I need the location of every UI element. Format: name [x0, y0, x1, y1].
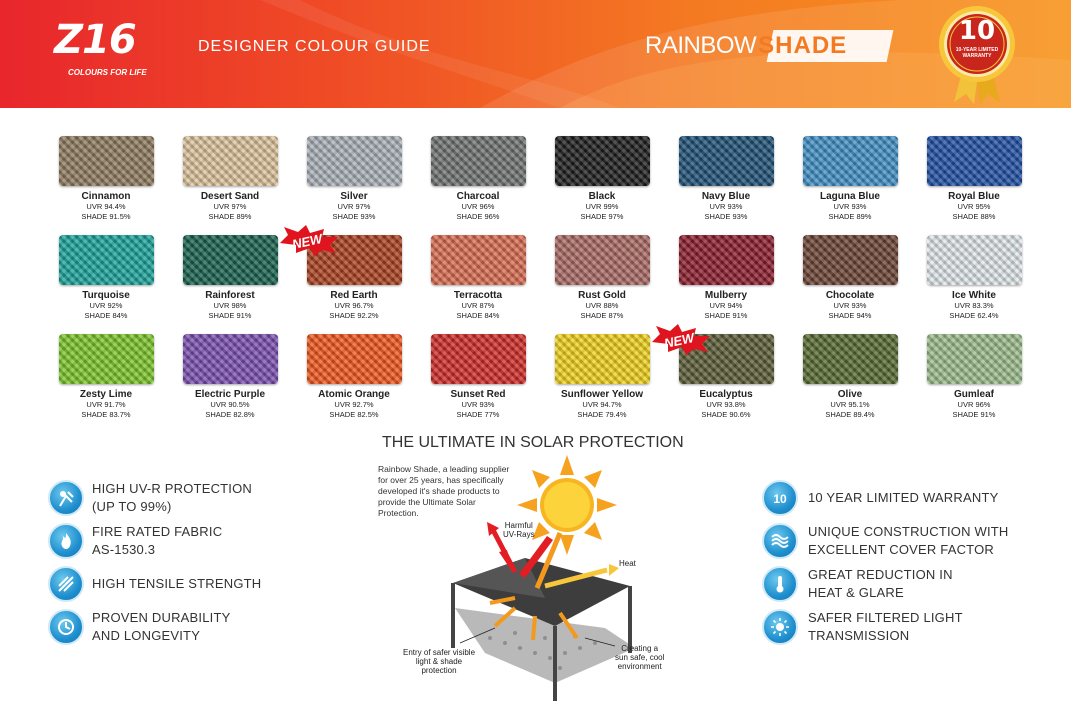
feature-text	[808, 566, 953, 602]
swatch-name: Terracotta	[453, 290, 503, 301]
colour-swatch	[540, 136, 664, 235]
swatch-name: Rainforest	[205, 290, 255, 301]
feature-line-1: GREAT REDUCTION IN	[808, 566, 953, 582]
colour-swatch	[292, 136, 416, 235]
colour-swatch-grid	[44, 136, 1034, 433]
feature-item	[48, 476, 261, 519]
fabric-chip	[803, 235, 898, 285]
fabric-chip	[555, 334, 650, 384]
swatch-name: Royal Blue	[948, 191, 1000, 202]
swatch-uvr: UVR 90.5%	[210, 400, 250, 409]
colour-swatch	[664, 235, 788, 334]
swatch-name: Mulberry	[704, 290, 748, 301]
swatch-shade: SHADE 89.4%	[825, 410, 875, 419]
feature-text	[92, 523, 222, 559]
brand-shade: SHADE	[758, 32, 848, 59]
swatch-name: Electric Purple	[194, 389, 266, 400]
swatch-shade: SHADE 91%	[952, 410, 996, 419]
swatch-uvr: UVR 96%	[957, 400, 991, 409]
logo-mark: Z16	[54, 17, 136, 63]
feature-item	[762, 562, 1009, 605]
colour-swatch	[168, 235, 292, 334]
new-badge-label: NEW	[662, 329, 696, 351]
swatch-uvr: UVR 93%	[709, 202, 743, 211]
page-title: DESIGNER COLOUR GUIDE	[198, 38, 431, 55]
colour-swatch	[788, 334, 912, 433]
fabric-chip	[431, 334, 526, 384]
swatch-name: Sunflower Yellow	[560, 389, 644, 400]
colour-swatch	[540, 334, 664, 433]
swatch-uvr: UVR 96%	[461, 202, 495, 211]
swatch-shade: SHADE 62.4%	[949, 311, 999, 320]
swatch-shade: SHADE 93%	[332, 212, 376, 221]
colour-swatch	[44, 334, 168, 433]
tensile-strength-icon	[48, 566, 84, 602]
fabric-chip	[307, 334, 402, 384]
swatch-shade: SHADE 90.6%	[701, 410, 751, 419]
features-left	[48, 476, 261, 648]
swatch-shade: SHADE 82.5%	[329, 410, 379, 419]
swatch-shade: SHADE 93%	[704, 212, 748, 221]
new-badge	[648, 322, 718, 356]
colour-swatch	[44, 235, 168, 334]
swatch-uvr: UVR 94.4%	[86, 202, 126, 211]
swatch-uvr: UVR 92%	[89, 301, 123, 310]
swatch-shade: SHADE 83.7%	[81, 410, 131, 419]
feature-line-2: EXCELLENT COVER FACTOR	[808, 541, 994, 557]
feature-item	[48, 562, 261, 605]
svg-text:10: 10	[773, 491, 787, 506]
new-badge-label: NEW	[290, 230, 324, 252]
colour-swatch	[664, 136, 788, 235]
swatch-name: Turquoise	[82, 290, 130, 301]
swatch-shade: SHADE 77%	[456, 410, 500, 419]
logo-tagline: COLOURS FOR LIFE	[68, 68, 147, 77]
fabric-chip	[555, 235, 650, 285]
feature-item	[762, 519, 1009, 562]
swatch-uvr: UVR 99%	[585, 202, 619, 211]
swatch-name: Silver	[340, 191, 368, 202]
fabric-chip	[679, 235, 774, 285]
flame-icon	[48, 523, 84, 559]
swatch-name: Sunset Red	[450, 389, 506, 400]
swatch-shade: SHADE 84%	[84, 311, 128, 320]
badge-number: 10	[958, 16, 996, 46]
swatch-name: Atomic Orange	[318, 389, 390, 400]
feature-line-1: 10 YEAR LIMITED WARRANTY	[808, 489, 999, 505]
section-title: THE ULTIMATE IN SOLAR PROTECTION	[382, 434, 684, 451]
fabric-chip	[803, 136, 898, 186]
fabric-chip	[431, 235, 526, 285]
swatch-shade: SHADE 88%	[952, 212, 996, 221]
swatch-uvr: UVR 83.3%	[954, 301, 994, 310]
swatch-shade: SHADE 84%	[456, 311, 500, 320]
swatch-uvr: UVR 92.7%	[334, 400, 374, 409]
feature-text	[808, 523, 1009, 559]
sun-icon	[517, 455, 617, 555]
feature-line-2: HEAT & GLARE	[808, 584, 904, 600]
feature-item	[762, 605, 1009, 648]
swatch-uvr: UVR 95.1%	[830, 400, 870, 409]
swatch-uvr: UVR 93.8%	[706, 400, 746, 409]
colour-swatch	[788, 136, 912, 235]
swatch-name: Ice White	[952, 290, 996, 301]
colour-swatch	[662, 329, 788, 433]
swatch-shade: SHADE 79.4%	[577, 410, 627, 419]
swatch-shade: SHADE 87%	[580, 311, 624, 320]
swatch-shade: SHADE 91.5%	[81, 212, 131, 221]
swatch-name: Gumleaf	[953, 389, 994, 400]
swatch-shade: SHADE 92.2%	[329, 311, 379, 320]
fabric-chip	[679, 136, 774, 186]
feature-item	[48, 519, 261, 562]
swatch-name: Laguna Blue	[819, 191, 880, 202]
clock-icon	[48, 609, 84, 645]
sun-filter-icon	[762, 609, 798, 645]
swatch-shade: SHADE 97%	[580, 212, 624, 221]
swatch-name: Rust Gold	[578, 290, 626, 301]
fabric-chip	[927, 334, 1022, 384]
colour-swatch	[168, 334, 292, 433]
swatch-shade: SHADE 91%	[208, 311, 252, 320]
swatch-name: Navy Blue	[701, 191, 751, 202]
swatch-uvr: UVR 87%	[461, 301, 495, 310]
fabric-chip	[59, 334, 154, 384]
feature-line-2: (UP TO 99%)	[92, 498, 172, 514]
colour-swatch	[788, 235, 912, 334]
feature-line-1: HIGH TENSILE STRENGTH	[92, 575, 262, 591]
feature-line-1: FIRE RATED FABRIC	[92, 523, 223, 539]
swatch-shade: SHADE 89%	[208, 212, 252, 221]
entry-light-label: Entry of safer visible light & shade protection	[403, 648, 476, 675]
colour-swatch	[44, 136, 168, 235]
swatch-name: Eucalyptus	[699, 389, 753, 400]
feature-line-1: HIGH UV-R PROTECTION	[92, 480, 253, 496]
feature-line-2: AS-1530.3	[92, 541, 156, 557]
feature-line-2: TRANSMISSION	[808, 627, 910, 643]
z16-logo	[54, 17, 172, 80]
fabric-chip	[803, 334, 898, 384]
badge-text: 10-YEAR LIMITED WARRANTY	[955, 47, 999, 59]
swatch-name: Red Earth	[330, 290, 378, 301]
colour-swatch	[912, 334, 1036, 433]
swatch-uvr: UVR 97%	[213, 202, 247, 211]
swatch-uvr: UVR 98%	[213, 301, 247, 310]
fabric-chip	[183, 136, 278, 186]
swatch-uvr: UVR 93%	[833, 301, 867, 310]
swatch-shade: SHADE 89%	[828, 212, 872, 221]
colour-swatch	[416, 136, 540, 235]
colour-swatch	[416, 334, 540, 433]
feature-text	[92, 575, 261, 593]
fabric-chip	[307, 136, 402, 186]
colour-swatch	[168, 136, 292, 235]
swatch-uvr: UVR 94%	[709, 301, 743, 310]
feature-item	[48, 605, 261, 648]
uv-protection-icon	[48, 480, 84, 516]
swatch-name: Chocolate	[825, 290, 875, 301]
colour-swatch	[912, 235, 1036, 334]
header-banner	[0, 0, 1071, 108]
harmful-uv-label: Harmful UV-Rays	[503, 521, 535, 539]
swatch-uvr: UVR 93%	[461, 400, 495, 409]
fabric-chip	[927, 235, 1022, 285]
feature-text	[808, 609, 963, 645]
swatch-name: Olive	[837, 389, 863, 400]
swatch-shade: SHADE 91%	[704, 311, 748, 320]
swatch-name: Cinnamon	[81, 191, 131, 202]
swatch-uvr: UVR 94.7%	[582, 400, 622, 409]
warranty-badge	[932, 2, 1022, 104]
feature-line-1: SAFER FILTERED LIGHT	[808, 609, 963, 625]
weave-icon	[762, 523, 798, 559]
colour-swatch	[416, 235, 540, 334]
swatch-name: Zesty Lime	[79, 389, 133, 400]
swatch-name: Desert Sand	[200, 191, 260, 202]
feature-text	[808, 489, 998, 507]
creating-label: Creating a sun safe, cool environment	[615, 644, 665, 671]
colour-swatch	[540, 235, 664, 334]
feature-text	[92, 609, 231, 645]
swatch-name: Charcoal	[456, 191, 500, 202]
colour-swatch	[912, 136, 1036, 235]
swatch-shade: SHADE 82.8%	[205, 410, 255, 419]
swatch-uvr: UVR 91.7%	[86, 400, 126, 409]
features-right	[762, 476, 1009, 648]
feature-line-2: AND LONGEVITY	[92, 627, 201, 643]
fabric-chip	[59, 136, 154, 186]
colour-swatch	[290, 230, 416, 334]
swatch-shade: SHADE 94%	[828, 311, 872, 320]
colour-swatch	[292, 334, 416, 433]
feature-text	[92, 480, 252, 516]
rainbow-shade-brand	[645, 32, 847, 60]
feature-line-1: UNIQUE CONSTRUCTION WITH	[808, 523, 1009, 539]
intro-paragraph: Rainbow Shade, a leading supplier for over 25 years, has specifically developed it's shade products to provide the Ultimate Solar Protection.	[378, 464, 510, 518]
swatch-shade: SHADE 96%	[456, 212, 500, 221]
ten-year-icon	[762, 480, 798, 516]
brand-rainbow: RAINBOW	[645, 32, 757, 59]
fabric-chip	[183, 235, 278, 285]
new-badge	[276, 223, 346, 257]
thermometer-icon	[762, 566, 798, 602]
fabric-chip	[555, 136, 650, 186]
swatch-uvr: UVR 97%	[337, 202, 371, 211]
fabric-chip	[431, 136, 526, 186]
feature-line-1: PROVEN DURABILITY	[92, 609, 231, 625]
swatch-uvr: UVR 95%	[957, 202, 991, 211]
heat-label: Heat	[619, 559, 636, 568]
swatch-uvr: UVR 88%	[585, 301, 619, 310]
swatch-uvr: UVR 96.7%	[334, 301, 374, 310]
fabric-chip	[59, 235, 154, 285]
swatch-uvr: UVR 93%	[833, 202, 867, 211]
fabric-chip	[183, 334, 278, 384]
feature-item	[762, 476, 1009, 519]
fabric-chip	[927, 136, 1022, 186]
swatch-name: Black	[588, 191, 616, 202]
